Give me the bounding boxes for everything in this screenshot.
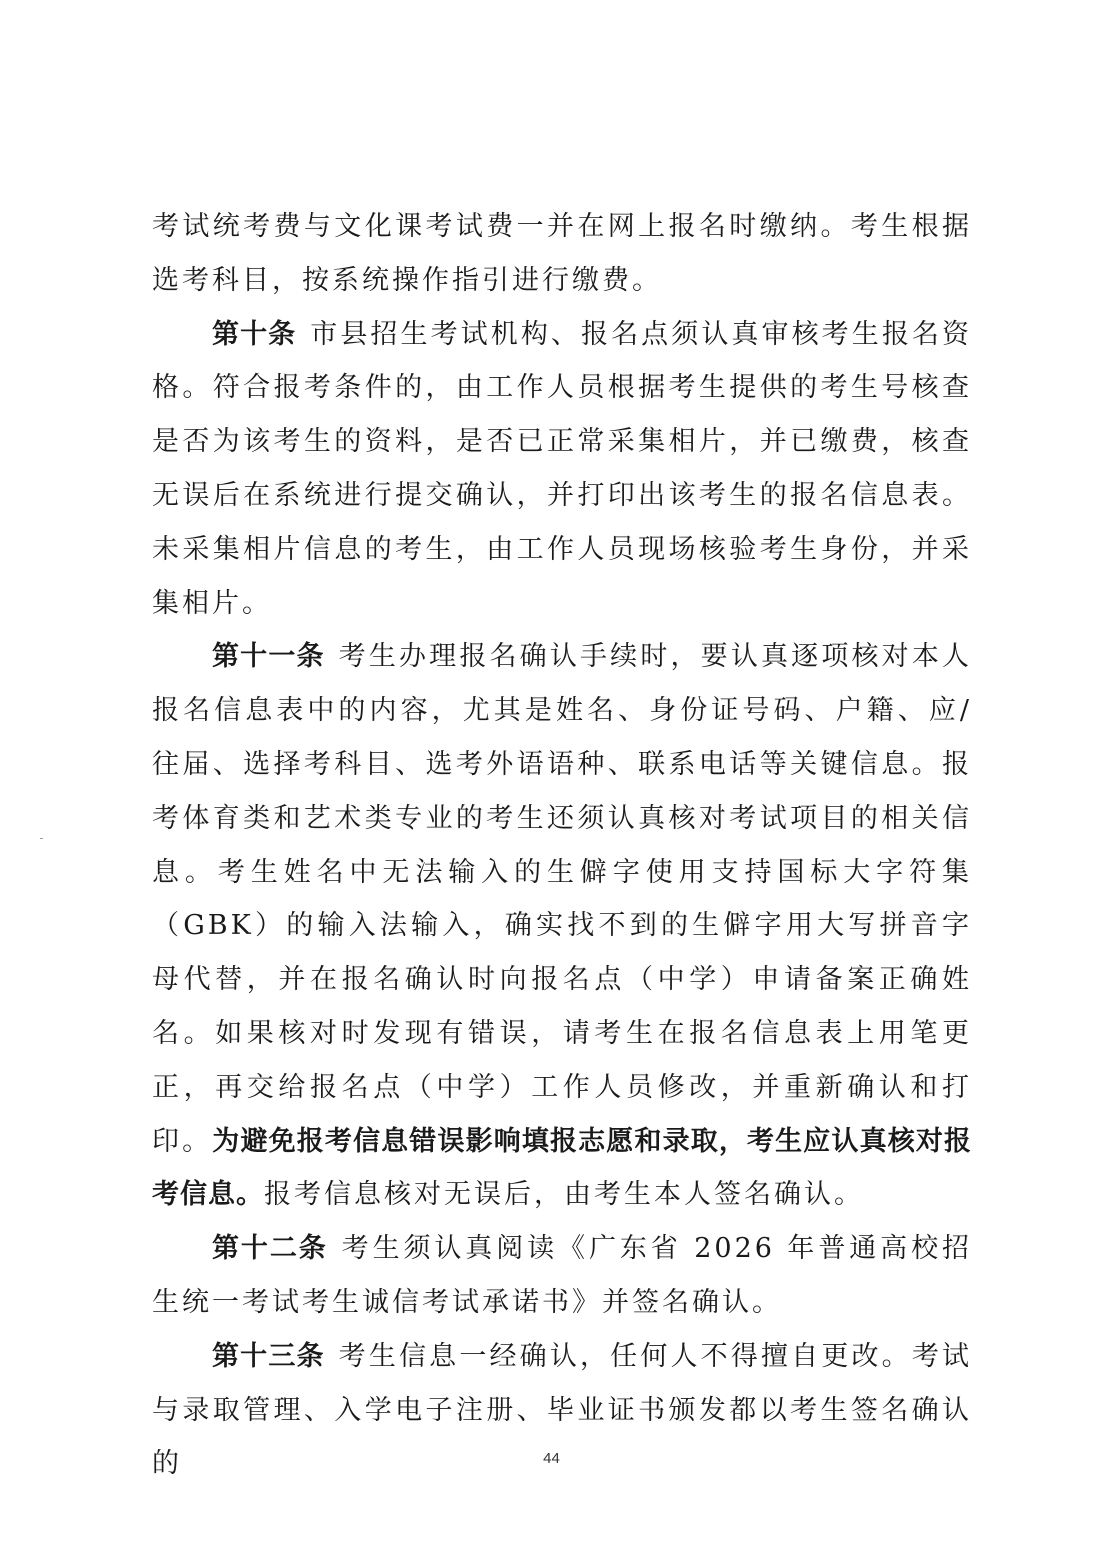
article-text: 考生信息一经确认，任何人不得擅自更改。考试与录取管理、入学电子注册、毕业证书颁发都以考生签名确认的 [152, 1340, 973, 1480]
article-number: 第十一条 [212, 641, 325, 673]
article-number: 第十条 [212, 318, 297, 350]
article-number: 第十三条 [212, 1340, 325, 1372]
article-text: 市县招生考试机构、报名点须认真审核考生报名资格。符合报考条件的，由工作人员根据考生提供的考生号核查是否为该考生的资料，是否已正常采集相片，并已缴费，核查无误后在系统进行提交确认，并打印出该考生的报名信息表。未采集相片信息的考生，由工作人员现场核验考生身份，并采集相片。 [152, 318, 972, 619]
article-11 [152, 630, 972, 1222]
article-number: 第十二条 [212, 1233, 328, 1265]
article-12 [152, 1222, 972, 1330]
paragraph-continuation [152, 200, 972, 308]
article-text: 考生办理报名确认手续时，要认真逐项核对本人报名信息表中的内容，尤其是姓名、身份证号码、户籍、应/往届、选择考科目、选考外语语种、联系电话等关键信息。报考体育类和艺术类专业的考生还须认真核对考试项目的相关信息。考生姓名中无法输入的生僻字使用支持国标大字符集（GBK）的输入法输入，确实找不到的生僻字用大写拼音字母代替，并在报名确认时向报名点（中学）申请备案正确姓名。如果核对时发现有错误，请考生在报名信息表上用笔更正，再交给报名点（中学）工作人员修改，并重新确认和打印。 [152, 641, 973, 1157]
paragraph-text: 考试统考费与文化课考试费一并在网上报名时缴纳。考生根据选考科目，按系统操作指引进行缴费。 [152, 211, 972, 296]
margin-mark [40, 838, 43, 839]
article-text: 考生须认真阅读《广东省 2026 年普通高校招生统一考试考生诚信考试承诺书》并签名确认。 [152, 1233, 972, 1318]
emphasized-text: 为避免报考信息错误影响填报志愿和录取，考生应认真核对报考信息。 [152, 1125, 973, 1211]
article-10 [152, 308, 972, 631]
page-number: 44 [543, 1450, 560, 1467]
article-text-tail: 报考信息核对无误后，由考生本人签名确认。 [264, 1179, 864, 1211]
document-body [152, 200, 972, 1491]
